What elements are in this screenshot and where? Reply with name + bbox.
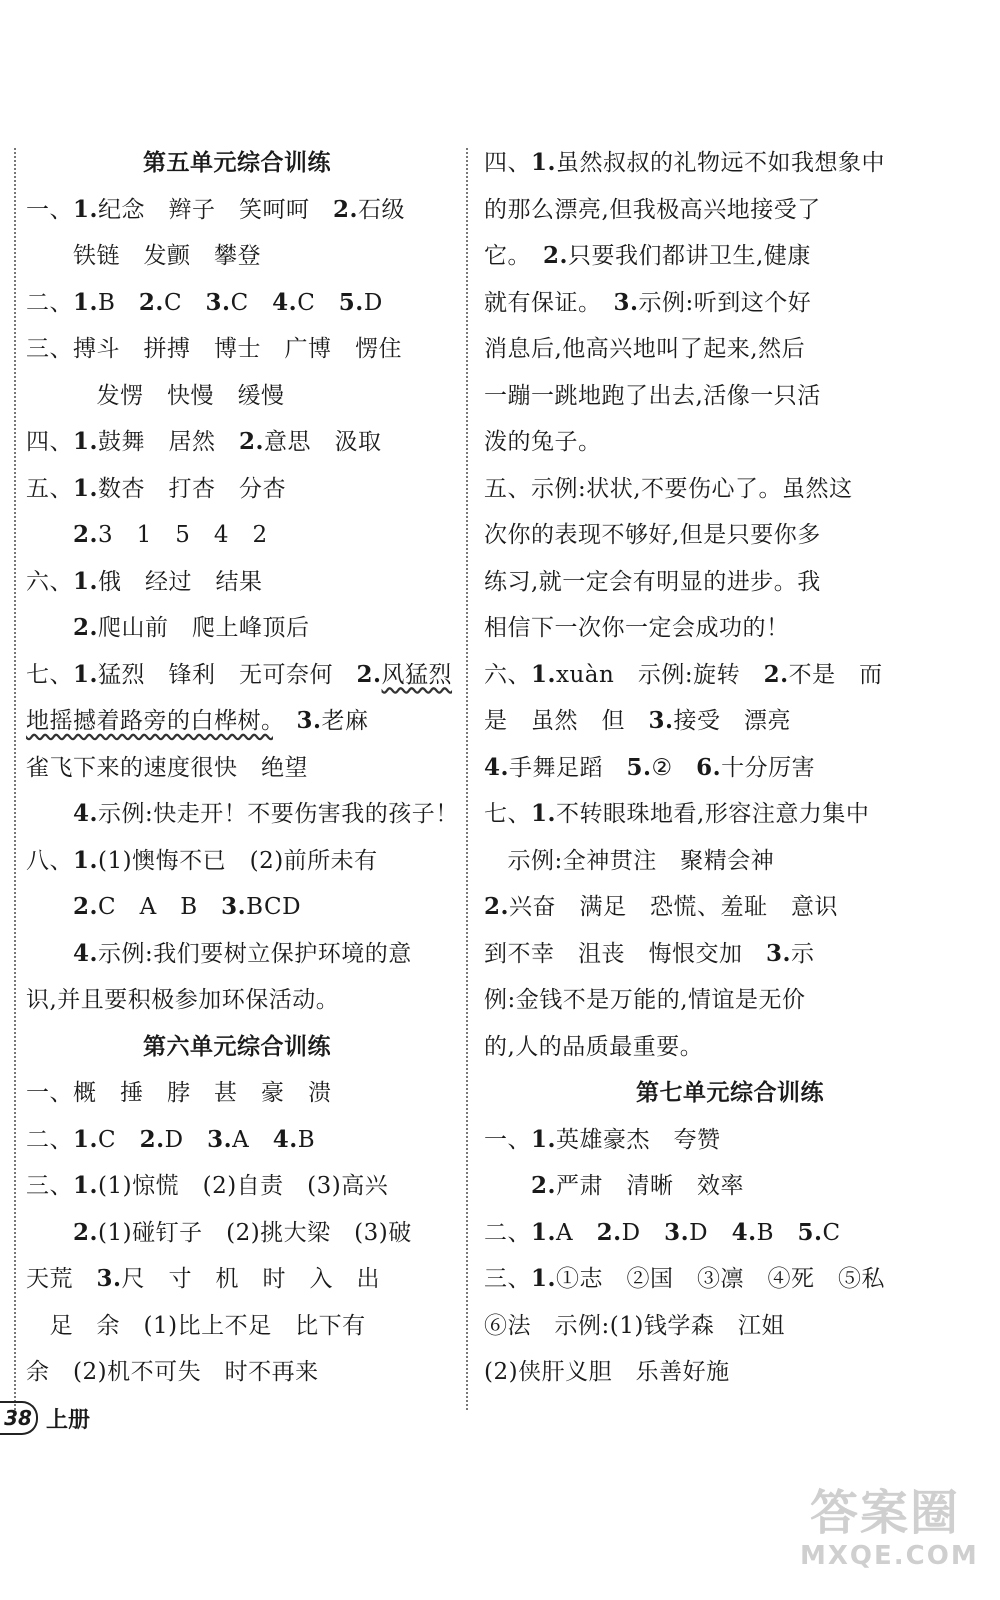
item-number: 5. bbox=[338, 288, 364, 316]
answer-line bbox=[26, 838, 448, 885]
item-number: 2. bbox=[531, 1172, 557, 1199]
item-number: 5. bbox=[797, 1218, 823, 1246]
answer-text: C bbox=[98, 1126, 140, 1153]
answer-text: 的,人的品质最重要。 bbox=[484, 1033, 704, 1060]
answer-line bbox=[484, 1117, 976, 1164]
item-number: 1. bbox=[531, 1265, 557, 1292]
answer-text: (1)碰钉子 (2)挑大梁 (3)破 bbox=[98, 1219, 412, 1246]
answer-line bbox=[26, 1163, 448, 1210]
answer-text: (2)侠肝义胆 乐善好施 bbox=[484, 1359, 730, 1385]
answer-text: 英雄豪杰 夸赞 bbox=[556, 1126, 721, 1153]
answer-line bbox=[484, 1256, 976, 1303]
answer-text: 只要我们都讲卫生,健康 bbox=[568, 243, 811, 269]
item-number: 4. bbox=[484, 753, 510, 781]
right-column bbox=[484, 140, 976, 1396]
item-number: 1. bbox=[73, 195, 99, 223]
answer-text: D bbox=[363, 289, 383, 316]
answer-line bbox=[26, 1070, 448, 1117]
answer-text bbox=[484, 1173, 531, 1199]
item-number: 2. bbox=[333, 195, 359, 223]
answer-text: 接受 漂亮 bbox=[673, 708, 792, 734]
answer-text: 意思 汲取 bbox=[264, 429, 382, 455]
item-number: 4. bbox=[272, 288, 298, 316]
answer-text: D bbox=[689, 1219, 732, 1246]
item-number: 4. bbox=[73, 800, 99, 827]
answer-text: 兴奋 满足 恐慌、羞耻 意识 bbox=[509, 894, 839, 920]
item-number: 3. bbox=[296, 707, 322, 734]
answer-text: 尺 寸 机 时 入 出 bbox=[121, 1266, 381, 1292]
answer-text: 地摇撼着路旁的白桦树。 bbox=[26, 708, 273, 734]
answer-text: 三、 bbox=[484, 1266, 531, 1292]
answer-line bbox=[484, 1303, 976, 1350]
item-number: 3. bbox=[648, 707, 674, 734]
answer-text: BCD bbox=[246, 894, 302, 920]
answer-text: 例:金钱不是万能的,情谊是无价 bbox=[484, 987, 806, 1013]
answer-text: 次你的表现不够好,但是只要你多 bbox=[484, 522, 821, 548]
answer-text: D bbox=[621, 1219, 665, 1246]
answer-text: 二、 bbox=[484, 1219, 531, 1246]
answer-text: A bbox=[232, 1126, 273, 1153]
item-number: 1. bbox=[531, 1125, 557, 1153]
answer-text: 足 余 (1)比上不足 比下有 bbox=[26, 1312, 366, 1339]
item-number: 2. bbox=[356, 660, 382, 688]
item-number: 2. bbox=[239, 428, 265, 455]
answer-line bbox=[484, 187, 976, 234]
item-number: 3. bbox=[664, 1218, 690, 1246]
answer-text: 六、 bbox=[484, 661, 531, 688]
answer-line bbox=[26, 977, 448, 1024]
answer-text: 老麻 bbox=[321, 708, 369, 734]
answer-line bbox=[26, 931, 448, 978]
left-column bbox=[26, 140, 459, 1396]
answer-line bbox=[484, 466, 976, 513]
answer-line bbox=[484, 977, 976, 1024]
answer-text: 识,并且要积极参加环保活动。 bbox=[26, 987, 340, 1013]
answer-line bbox=[26, 1303, 448, 1350]
answer-text: 七、 bbox=[26, 661, 73, 688]
answer-text: 是 虽然 但 bbox=[484, 708, 649, 734]
answer-text: 手舞足蹈 bbox=[509, 754, 627, 781]
answer-line bbox=[26, 745, 448, 792]
column-divider bbox=[466, 148, 468, 1410]
answer-text: 铁链 发颤 攀登 bbox=[26, 243, 261, 269]
answer-text: 相信下一次你一定会成功的！ bbox=[484, 615, 790, 641]
answer-text: 三、 bbox=[26, 1173, 73, 1199]
answer-line bbox=[26, 652, 453, 699]
answer-text: 二、 bbox=[26, 1126, 73, 1153]
answer-text: 数杏 打杏 分杏 bbox=[98, 475, 287, 502]
item-number: 2. bbox=[73, 893, 99, 920]
answer-text: 一、 bbox=[484, 1126, 531, 1153]
answer-line bbox=[26, 884, 448, 931]
watermark-top: 答案圈 bbox=[809, 1485, 960, 1541]
answer-text: xuàn 示例:旋转 bbox=[556, 661, 764, 688]
answer-line bbox=[26, 512, 448, 559]
item-number: 4. bbox=[272, 1125, 298, 1153]
answer-text bbox=[26, 801, 73, 827]
answer-text: 严肃 清晰 效率 bbox=[556, 1173, 745, 1199]
answer-line bbox=[26, 373, 448, 420]
answer-text: C bbox=[163, 289, 206, 316]
watermark-bottom: MXQE.COM bbox=[800, 1541, 979, 1571]
item-number: 1. bbox=[73, 428, 99, 455]
item-number: 2. bbox=[543, 242, 569, 269]
answer-text: 六、 bbox=[26, 568, 73, 595]
answer-text: C A B bbox=[98, 894, 222, 920]
item-number: 1. bbox=[531, 800, 557, 827]
answer-text bbox=[273, 708, 297, 734]
answer-text: 八、 bbox=[26, 847, 73, 874]
item-number: 1. bbox=[73, 846, 99, 874]
answer-text: 示例:全神贯注 聚精会神 bbox=[484, 847, 775, 874]
item-number: 3. bbox=[766, 939, 792, 967]
answer-line bbox=[484, 1163, 976, 1210]
answer-text: ② bbox=[651, 754, 697, 781]
answer-line bbox=[26, 605, 448, 652]
item-number: 5. bbox=[626, 753, 652, 781]
answer-line bbox=[26, 1349, 448, 1396]
answer-text: 纪念 辫子 笑呵呵 bbox=[98, 196, 334, 223]
answer-line bbox=[484, 1024, 976, 1071]
section-title: 第七单元综合训练 bbox=[636, 1080, 824, 1106]
answer-line bbox=[484, 838, 976, 885]
answer-text: B bbox=[297, 1126, 316, 1153]
item-number: 3. bbox=[207, 1125, 233, 1153]
item-number: 3. bbox=[613, 288, 639, 316]
answer-line bbox=[484, 791, 976, 838]
answer-text: 风猛烈 bbox=[381, 661, 453, 688]
answer-text: 示例:快走开！不要伤害我的孩子！ bbox=[98, 801, 459, 827]
item-number: 1. bbox=[73, 288, 99, 316]
answer-text: 余 (2)机不可失 时不再来 bbox=[26, 1359, 319, 1385]
answer-text: B bbox=[756, 1219, 798, 1246]
answer-text: 七、 bbox=[484, 801, 531, 827]
answer-line bbox=[484, 512, 976, 559]
answer-line bbox=[484, 140, 976, 187]
answer-text: 3 1 5 4 2 bbox=[98, 522, 268, 548]
answer-text: ①志 ②国 ③凛 ④死 ⑤私 bbox=[556, 1266, 886, 1292]
answer-line bbox=[484, 605, 976, 652]
answer-text: 爬山前 爬上峰顶后 bbox=[98, 615, 310, 641]
answer-line bbox=[26, 326, 448, 373]
volume-label: 上册 bbox=[46, 1407, 91, 1433]
answer-text: 十分厉害 bbox=[721, 754, 816, 781]
item-number: 2. bbox=[73, 614, 99, 641]
answer-line bbox=[484, 280, 976, 327]
item-number: 3. bbox=[96, 1265, 122, 1292]
item-number: 3. bbox=[205, 288, 231, 316]
answer-text: 练习,就一定会有明显的进步。我 bbox=[484, 568, 821, 595]
watermark-logo bbox=[800, 1485, 979, 1586]
item-number: 4. bbox=[731, 1218, 757, 1246]
answer-line bbox=[26, 187, 448, 234]
answer-text: 消息后,他高兴地叫了起来,然后 bbox=[484, 336, 806, 362]
answer-text: C bbox=[297, 289, 339, 316]
item-number: 1. bbox=[531, 660, 557, 688]
answer-text: 三、搏斗 拼搏 博士 广博 愣住 bbox=[26, 336, 402, 362]
answer-text: 不转眼珠地看,形容注意力集中 bbox=[556, 801, 870, 827]
item-number: 2. bbox=[139, 1125, 165, 1153]
answer-line bbox=[484, 559, 976, 606]
answer-text: 天荒 bbox=[26, 1266, 97, 1292]
answer-line bbox=[26, 233, 448, 280]
answer-text: 俄 经过 结果 bbox=[98, 568, 263, 595]
answer-text: D bbox=[164, 1126, 208, 1153]
answer-text: 二、 bbox=[26, 289, 73, 316]
item-number: 1. bbox=[531, 1218, 557, 1246]
answer-line bbox=[484, 884, 976, 931]
answer-line bbox=[26, 280, 448, 327]
item-number: 1. bbox=[73, 567, 99, 595]
answer-text: 五、示例:状状,不要伤心了。虽然这 bbox=[484, 475, 853, 502]
item-number: 2. bbox=[73, 521, 99, 548]
answer-line bbox=[26, 1256, 448, 1303]
section-title: 第六单元综合训练 bbox=[143, 1033, 331, 1060]
answer-line bbox=[26, 419, 448, 466]
answer-line bbox=[484, 745, 976, 792]
item-number: 2. bbox=[763, 660, 789, 688]
answer-text bbox=[26, 1220, 73, 1246]
item-number: 1. bbox=[73, 474, 99, 502]
answer-text: 五、 bbox=[26, 475, 73, 502]
answer-line bbox=[484, 419, 976, 466]
answer-text: A bbox=[556, 1219, 597, 1246]
answer-text: C bbox=[230, 289, 273, 316]
item-number: 2. bbox=[596, 1218, 622, 1246]
item-number: 1. bbox=[73, 1172, 99, 1199]
answer-text: 四、 bbox=[484, 150, 531, 176]
answer-line bbox=[484, 652, 976, 699]
page-footer bbox=[0, 1398, 90, 1438]
answer-text: C bbox=[822, 1219, 841, 1246]
item-number: 1. bbox=[73, 660, 99, 688]
answer-text: 猛烈 锋利 无可奈何 bbox=[98, 661, 357, 688]
section-title: 第五单元综合训练 bbox=[143, 150, 331, 176]
answer-text: 示例:我们要树立保护环境的意 bbox=[98, 940, 412, 967]
answer-text: 不是 而 bbox=[788, 661, 883, 688]
answer-text: 四、 bbox=[26, 429, 73, 455]
answer-text: 到不幸 沮丧 悔恨交加 bbox=[484, 940, 766, 967]
left-margin-rule bbox=[14, 148, 16, 1410]
item-number: 2. bbox=[73, 1218, 99, 1246]
answer-line bbox=[26, 698, 448, 745]
answer-text: 的那么漂亮,但我极高兴地接受了 bbox=[484, 196, 821, 223]
answer-text: 泼的兔子。 bbox=[484, 429, 602, 455]
answer-text bbox=[26, 894, 73, 920]
item-number: 2. bbox=[484, 893, 510, 920]
answer-line bbox=[26, 466, 448, 513]
answer-text: 示 bbox=[791, 940, 815, 967]
answer-text: 一、概 捶 脖 甚 豪 溃 bbox=[26, 1080, 332, 1106]
answer-line bbox=[484, 1349, 976, 1396]
answer-line bbox=[26, 1117, 448, 1164]
page-number: 38 bbox=[0, 1401, 38, 1435]
answer-line bbox=[484, 698, 976, 745]
answer-text: 一、 bbox=[26, 196, 73, 223]
answer-text: 示例:听到这个好 bbox=[638, 289, 812, 316]
answer-text: (1)懊悔不已 (2)前所未有 bbox=[98, 847, 378, 874]
item-number: 6. bbox=[696, 753, 722, 781]
item-number: 3. bbox=[221, 893, 247, 920]
answer-line bbox=[484, 373, 976, 420]
answer-line bbox=[484, 931, 976, 978]
item-number: 1. bbox=[73, 1125, 99, 1153]
answer-text: (1)惊慌 (2)自责 (3)高兴 bbox=[98, 1173, 389, 1199]
answer-text: 鼓舞 居然 bbox=[98, 429, 240, 455]
answer-text: 雀飞下来的速度很快 绝望 bbox=[26, 754, 308, 781]
answer-text bbox=[26, 522, 73, 548]
answer-text: 发愣 快慢 缓慢 bbox=[26, 382, 285, 409]
item-number: 4. bbox=[73, 939, 99, 967]
answer-line bbox=[26, 1210, 448, 1257]
answer-line bbox=[26, 559, 448, 606]
answer-text: 一蹦一跳地跑了出去,活像一只活 bbox=[484, 382, 821, 409]
answer-line bbox=[484, 326, 976, 373]
answer-text: 石级 bbox=[358, 196, 406, 223]
answer-text: 虽然叔叔的礼物远不如我想象中 bbox=[556, 150, 886, 176]
answer-text: B bbox=[98, 289, 139, 316]
answer-text: 就有保证。 bbox=[484, 289, 614, 316]
answer-line bbox=[484, 1210, 976, 1257]
answer-line bbox=[484, 233, 976, 280]
answer-line bbox=[26, 791, 459, 838]
answer-text: 它。 bbox=[484, 243, 543, 269]
answer-text: ⑥法 示例:(1)钱学森 江姐 bbox=[484, 1312, 785, 1339]
item-number: 1. bbox=[531, 149, 557, 176]
answer-text bbox=[26, 615, 73, 641]
item-number: 2. bbox=[138, 288, 164, 316]
answer-text bbox=[26, 941, 73, 967]
